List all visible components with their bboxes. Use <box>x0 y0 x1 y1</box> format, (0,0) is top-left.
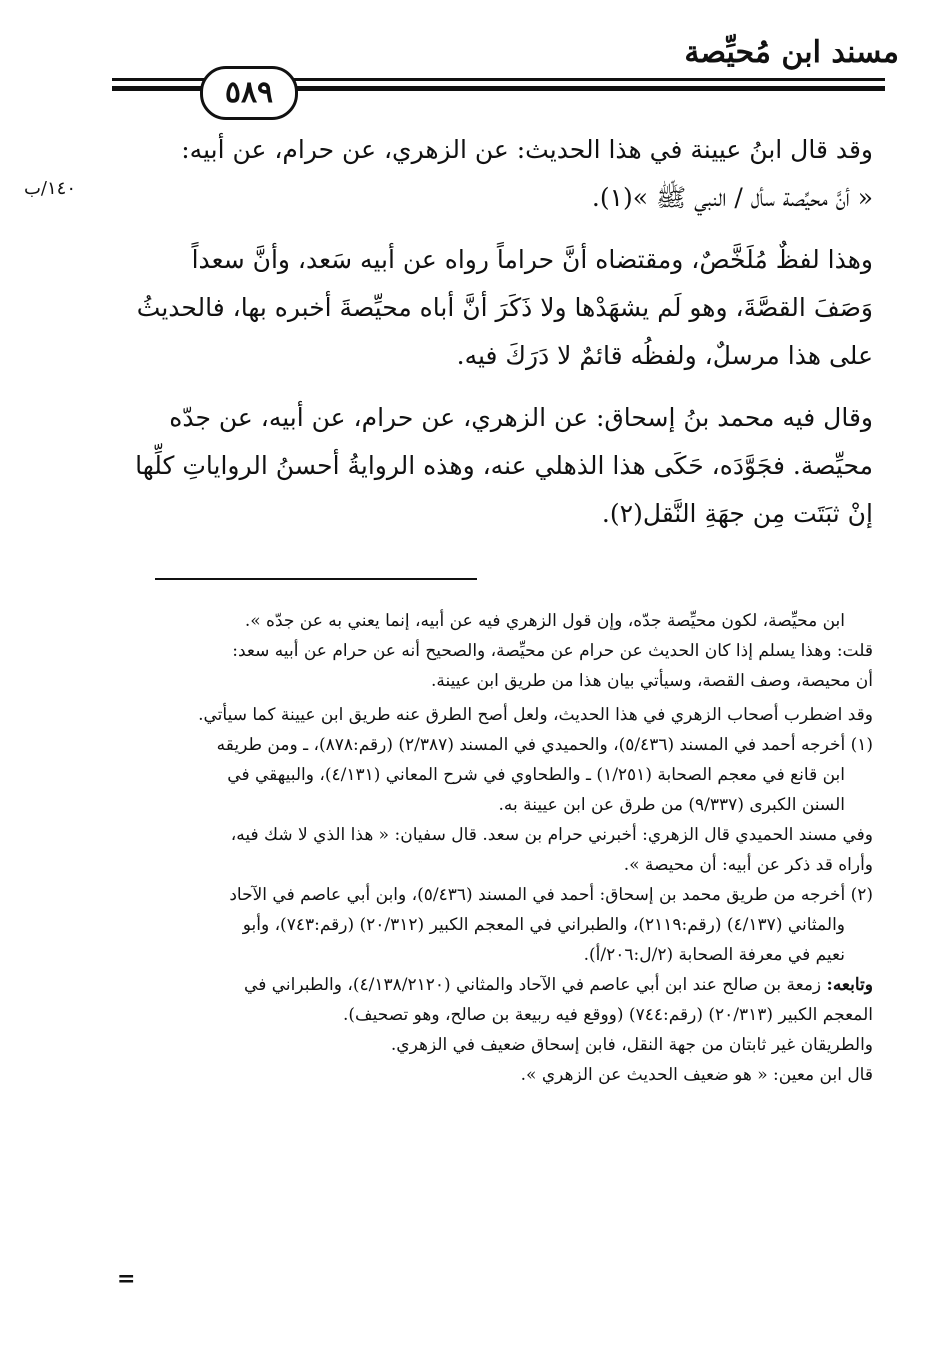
footnote-line <box>112 970 873 1000</box>
footnote-1-note <box>112 820 873 880</box>
footnote-line: نعيم في معرفة الصحابة (٢/ل:٢٠٦/أ). <box>583 945 845 965</box>
page-number-badge <box>200 66 298 120</box>
footnote-line: السنن الكبرى (٩/٣٣٧) من طرق عن ابن عيينة به. <box>498 795 845 815</box>
footnote-line: أن محيصة، وصف القصة، وسيأتي بيان هذا من طريق ابن عيينة. <box>431 671 873 691</box>
margin-folio-note: ١٤٠/ب <box>23 178 77 199</box>
footnote-comment <box>112 700 873 730</box>
text-line: وقال فيه محمد بنُ إسحاق: عن الزهري، عن حرام، عن أبيه، عن جدّه <box>169 403 873 432</box>
footnote-line: وفي مسند الحميدي قال الزهري: أخبرني حرام بن سعد. قال سفيان: « هذا الذي لا شك فيه، <box>230 825 873 845</box>
main-paragraph-1 <box>112 126 873 222</box>
main-text <box>112 126 873 538</box>
footnote-line: وأراه قد ذكر عن أبيه: أن محيصة ». <box>623 855 873 875</box>
text-line: محيِّصة. فجَوَّدَه، حَكَى هذا الذهلي عنه، وهذه الروايةُ أحسنُ الرواياتِ كلِّها <box>135 451 873 480</box>
footnote-line: (١) أخرجه أحمد في المسند (٥/٤٣٦)، والحميدي في المسند (٢/٣٨٧) (رقم:٨٧٨)، ـ ومن طريقه <box>216 735 873 755</box>
footnote-2-quote <box>112 1060 873 1090</box>
footnote-2 <box>112 880 873 970</box>
text-line: إنْ ثبَتَت مِن جهَةِ النَّقل(٢). <box>601 499 873 528</box>
footnote-comment <box>112 636 873 696</box>
footnote-line: المعجم الكبير (٢٠/٣١٣) (رقم:٧٤٤) (ووقع فيه ربيعة بن صالح، وهو تصحيف). <box>343 1005 873 1025</box>
text-line: « أنَّ محيِّصة سأل / النبي ﷺ »(١). <box>591 183 873 212</box>
footnote-line: قلت: وهذا يسلم إذا كان الحديث عن حرام عن محيِّصة، والصحيح أنه عن حرام عن أبيه سعد: <box>232 641 873 661</box>
book-title: مسند ابن مُحيِّصة <box>684 35 899 70</box>
page-number: ٥٨٩ <box>224 75 274 110</box>
text-line: على هذا مرسلٌ، ولفظُه قائمٌ لا دَرَكَ فيه. <box>456 341 873 370</box>
footnote-separator <box>155 578 477 580</box>
footnotes <box>112 606 873 1090</box>
follow-up-label: وتابعه: <box>826 975 873 995</box>
footnote-2-conclusion <box>112 1030 873 1060</box>
footnote-2-follow-up <box>112 970 873 1030</box>
text-line: وقد قال ابنُ عيينة في هذا الحديث: عن الزهري، عن حرام، عن أبيه: <box>181 135 873 164</box>
text-line: وَصَفَ القصَّةَ، وهو لَم يشهَدْها ولا ذَكَرَ أنَّ أباه محيِّصةَ أخبره بها، فالحديثُ <box>136 293 873 322</box>
main-paragraph-2 <box>112 236 873 380</box>
footnote-line: ابن قانع في معجم الصحابة (١/٢٥١) ـ والطحاوي في شرح المعاني (٤/١٣١)، والبيهقي في <box>227 765 845 785</box>
footnote-line: قال ابن معين: « هو ضعيف الحديث عن الزهري ». <box>520 1065 873 1085</box>
follow-up-text: زمعة بن صالح عند ابن أبي عاصم في الآحاد والمثاني (٤/١٣٨/٢١٢٠)، والطبراني في <box>244 975 827 995</box>
footnote-line: والطريقان غير ثابتان من جهة النقل، فابن إسحاق ضعيف في الزهري. <box>390 1035 873 1055</box>
footnote-line: وقد اضطرب أصحاب الزهري في هذا الحديث، ولعل أصح الطرق عنه طريق ابن عيينة كما سيأتي. <box>198 705 873 725</box>
footnote-1 <box>112 730 873 820</box>
footnote-line: والمثاني (٤/١٣٧) (رقم:٢١١٩)، والطبراني في المعجم الكبير (٢٠/٣١٢) (رقم:٧٤٣)، وأبو <box>242 915 845 935</box>
text-line: وهذا لفظٌ مُلَخَّصٌ، ومقتضاه أنَّ حراماً رواه عن أبيه سَعد، وأنَّ سعداً <box>191 245 873 274</box>
footnote-line: ابن محيِّصة، لكون محيِّصة جدّه، وإن قول الزهري فيه عن أبيه، إنما يعني به عن جدّه ». <box>244 611 845 631</box>
footnote-line: (٢) أخرجه من طريق محمد بن إسحاق: أحمد في المسند (٥/٤٣٦)، وابن أبي عاصم في الآحاد <box>229 885 873 905</box>
main-paragraph-3 <box>112 394 873 538</box>
footnote-continuation <box>112 606 873 636</box>
continuation-mark: = <box>117 1266 136 1292</box>
